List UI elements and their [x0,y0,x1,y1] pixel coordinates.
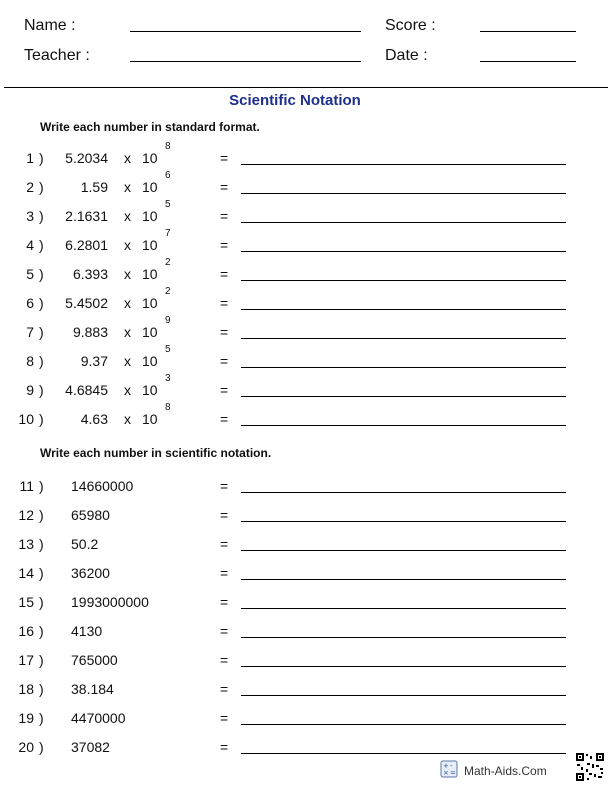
problem-number: 18 [18,681,34,697]
problem-paren: ) [39,411,44,427]
problem-value: 1993000000 [71,594,149,610]
svg-text:+: + [443,762,449,770]
equals-sign: = [220,411,229,427]
exponent: 6 [165,170,171,181]
problem-row [0,652,612,672]
coefficient: 1.59 [80,179,108,195]
answer-line[interactable] [241,280,566,281]
exponent: 2 [165,286,171,297]
problem-value: 765000 [71,652,118,668]
problem-number: 16 [18,623,34,639]
problem-number: 17 [18,652,34,668]
teacher-label: Teacher : [24,47,90,64]
problem-number: 15 [18,594,34,610]
problem-number: 11 [19,478,34,494]
problem-row [0,623,612,643]
problem-row [0,199,612,228]
problem-value: 4470000 [71,710,126,726]
problem-row [0,681,612,701]
score-label: Score : [385,17,436,34]
equals-sign: = [220,266,229,282]
svg-text:-: - [450,762,453,770]
equals-sign: = [220,652,229,668]
svg-text:=: = [450,769,456,777]
problem-value: 37082 [71,739,110,755]
problem-number: 2 [26,179,34,195]
problem-row [0,478,612,498]
problem-number: 9 [26,382,34,398]
date-label: Date : [385,47,428,64]
problem-paren: ) [39,266,44,282]
problem-paren: ) [39,150,44,166]
answer-line[interactable] [241,695,566,696]
times-sign: x [124,382,131,398]
equals-sign: = [220,353,229,369]
date-line [480,61,576,62]
equals-sign: = [220,295,229,311]
answer-line[interactable] [241,550,566,551]
coefficient: 5.2034 [65,150,108,166]
problem-row [0,710,612,730]
base-ten: 10 [142,150,158,166]
problem-value: 65980 [71,507,110,523]
coefficient: 4.6845 [65,382,108,398]
base-ten: 10 [142,208,158,224]
times-sign: x [124,179,131,195]
answer-line[interactable] [241,753,566,754]
equals-sign: = [220,507,229,523]
equals-sign: = [220,594,229,610]
problem-row [0,170,612,199]
problem-number: 5 [26,266,34,282]
coefficient: 5.4502 [65,295,108,311]
problem-number: 7 [26,324,34,340]
equals-sign: = [220,478,229,494]
problem-paren: ) [39,507,44,523]
problem-row [0,373,612,402]
problem-paren: ) [39,536,44,552]
base-ten: 10 [142,353,158,369]
answer-line[interactable] [241,521,566,522]
problem-number: 10 [18,411,34,427]
problem-row [0,739,612,759]
equals-sign: = [220,710,229,726]
problem-number: 3 [26,208,34,224]
exponent: 7 [165,228,171,239]
equals-sign: = [220,179,229,195]
answer-line[interactable] [241,193,566,194]
problem-row [0,141,612,170]
problem-row [0,565,612,585]
problem-number: 4 [26,237,34,253]
header-divider [4,87,608,88]
exponent: 5 [165,344,171,355]
problem-number: 20 [18,739,34,755]
problem-number: 19 [18,710,34,726]
answer-line[interactable] [241,367,566,368]
problem-paren: ) [39,710,44,726]
problem-row [0,228,612,257]
problem-row [0,257,612,286]
equals-sign: = [220,536,229,552]
answer-line[interactable] [241,724,566,725]
problem-row [0,344,612,373]
qr-code-icon [575,752,605,782]
calculator-logo-icon [440,760,458,778]
problem-number: 12 [18,507,34,523]
problem-paren: ) [39,295,44,311]
equals-sign: = [220,382,229,398]
coefficient: 4.63 [80,411,108,427]
coefficient: 6.2801 [65,237,108,253]
problem-paren: ) [39,353,44,369]
coefficient: 2.1631 [65,208,108,224]
exponent: 8 [165,402,171,413]
exponent: 5 [165,199,171,210]
equals-sign: = [220,623,229,639]
problem-paren: ) [39,565,44,581]
teacher-line [130,61,361,62]
times-sign: x [124,324,131,340]
problem-number: 13 [18,536,34,552]
problem-row [0,594,612,614]
answer-line[interactable] [241,637,566,638]
problem-row [0,507,612,527]
answer-line[interactable] [241,222,566,223]
exponent: 2 [165,257,171,268]
problem-number: 1 [26,150,34,166]
problem-number: 6 [26,295,34,311]
answer-line[interactable] [241,666,566,667]
answer-line[interactable] [241,608,566,609]
equals-sign: = [220,237,229,253]
base-ten: 10 [142,382,158,398]
name-line [130,31,361,32]
equals-sign: = [220,739,229,755]
answer-line[interactable] [241,164,566,165]
times-sign: x [124,150,131,166]
problem-paren: ) [39,478,44,494]
answer-line[interactable] [241,579,566,580]
problem-paren: ) [39,681,44,697]
worksheet-title: Scientific Notation [229,92,361,109]
problem-value: 4130 [71,623,103,639]
answer-line[interactable] [241,338,566,339]
coefficient: 9.37 [80,353,108,369]
footer-brand: Math-Aids.Com [464,764,547,778]
section1-instruction: Write each number in standard format. [40,120,260,134]
answer-line[interactable] [241,492,566,493]
answer-line[interactable] [241,396,566,397]
base-ten: 10 [142,295,158,311]
times-sign: x [124,237,131,253]
exponent: 9 [165,315,171,326]
coefficient: 9.883 [72,324,108,340]
problem-paren: ) [39,382,44,398]
problem-paren: ) [39,652,44,668]
score-line [480,31,576,32]
problem-paren: ) [39,594,44,610]
base-ten: 10 [142,237,158,253]
equals-sign: = [220,565,229,581]
problem-paren: ) [39,208,44,224]
name-label: Name : [24,17,76,34]
times-sign: x [124,353,131,369]
base-ten: 10 [142,179,158,195]
answer-line[interactable] [241,309,566,310]
equals-sign: = [220,150,229,166]
problem-paren: ) [39,324,44,340]
problem-row [0,286,612,315]
problem-row [0,315,612,344]
problem-value: 14660000 [71,478,134,494]
problem-value: 38.184 [71,681,114,697]
problem-paren: ) [39,179,44,195]
answer-line[interactable] [241,251,566,252]
problem-value: 50.2 [71,536,99,552]
times-sign: x [124,208,131,224]
base-ten: 10 [142,266,158,282]
exponent: 3 [165,373,171,384]
problem-number: 8 [26,353,34,369]
exponent: 8 [165,141,171,152]
problem-paren: ) [39,623,44,639]
problem-paren: ) [39,739,44,755]
equals-sign: = [220,324,229,340]
base-ten: 10 [142,324,158,340]
base-ten: 10 [142,411,158,427]
times-sign: x [124,295,131,311]
section2-instruction: Write each number in scientific notation. [40,446,272,460]
problem-row [0,536,612,556]
problem-number: 14 [18,565,34,581]
problem-paren: ) [39,237,44,253]
svg-text:×: × [443,769,449,777]
problem-value: 36200 [71,565,110,581]
coefficient: 6.393 [72,266,108,282]
times-sign: x [124,266,131,282]
problem-row [0,402,612,431]
equals-sign: = [220,681,229,697]
answer-line[interactable] [241,425,566,426]
equals-sign: = [220,208,229,224]
times-sign: x [124,411,131,427]
